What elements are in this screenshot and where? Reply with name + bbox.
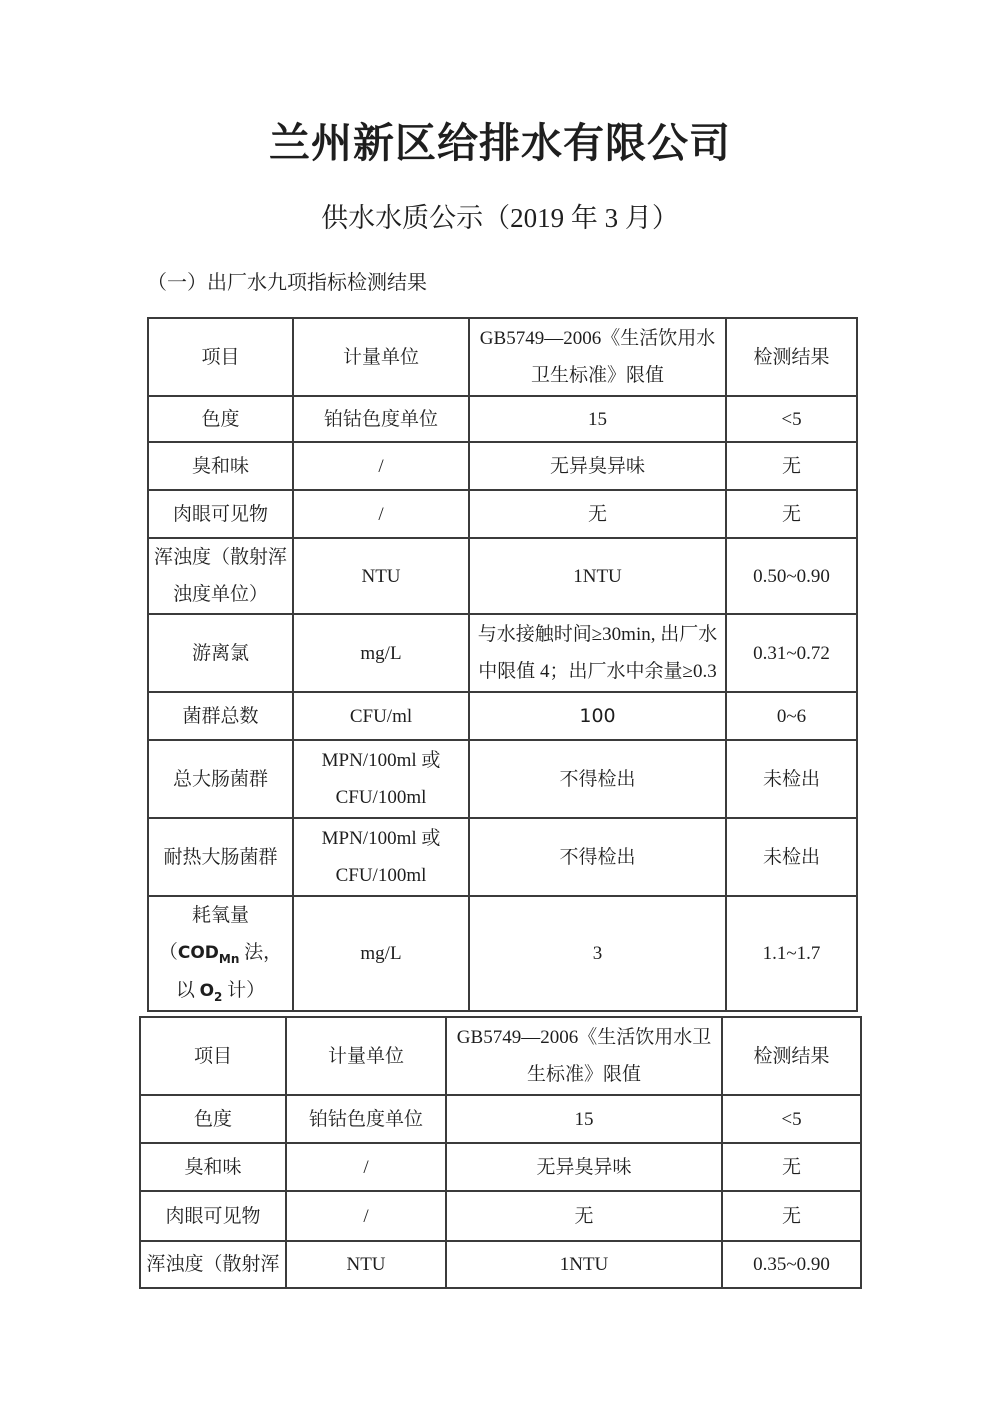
unit-cell: NTU <box>293 538 469 614</box>
report-subtitle: 供水水质公示（2019 年 3 月） <box>321 203 679 233</box>
table-row <box>148 692 857 740</box>
table-row <box>140 1095 861 1143</box>
standard-cell: 无 <box>469 490 726 538</box>
item-cell: 色度 <box>140 1095 286 1143</box>
unit-cell: MPN/100ml 或 CFU/100ml <box>293 818 469 896</box>
result-cell: 无 <box>722 1191 861 1241</box>
standard-cell: 1NTU <box>469 538 726 614</box>
unit-cell: / <box>286 1191 446 1241</box>
result-cell: 无 <box>726 490 857 538</box>
cod-label-o-sub: 2 <box>214 989 223 1004</box>
standard-cell: 无异臭异味 <box>446 1143 722 1191</box>
item-cell: 色度 <box>148 396 293 442</box>
standard-cell: 无 <box>446 1191 722 1241</box>
result-cell: 0~6 <box>726 692 857 740</box>
result-cell: 未检出 <box>726 818 857 896</box>
standard-cell: 15 <box>446 1095 722 1143</box>
item-cell: 肉眼可见物 <box>140 1191 286 1241</box>
col-header-item: 项目 <box>148 318 293 396</box>
standard-cell: 无异臭异味 <box>469 442 726 490</box>
col-header-standard: GB5749—2006《生活饮用水卫生标准》限值 <box>446 1017 722 1095</box>
item-cell: 肉眼可见物 <box>148 490 293 538</box>
col-header-result: 检测结果 <box>722 1017 861 1095</box>
standard-cell: 1NTU <box>446 1241 722 1288</box>
table-row <box>148 442 857 490</box>
item-cell: 臭和味 <box>148 442 293 490</box>
cod-label-pre: 耗氧量（ <box>158 905 249 963</box>
table-row <box>148 740 857 818</box>
table-row <box>140 1191 861 1241</box>
section1-heading: （一）出厂水九项指标检测结果 <box>147 272 427 294</box>
result-cell: 0.31~0.72 <box>726 614 857 692</box>
item-cell: 耐热大肠菌群 <box>148 818 293 896</box>
item-cell: 总大肠菌群 <box>148 740 293 818</box>
standard-cell: 不得检出 <box>469 818 726 896</box>
cod-label-cod: COD <box>177 943 219 963</box>
standard-cell: 100 <box>469 692 726 740</box>
result-cell: <5 <box>722 1095 861 1143</box>
result-cell: 0.50~0.90 <box>726 538 857 614</box>
unit-cell: mg/L <box>293 614 469 692</box>
item-cell: 菌群总数 <box>148 692 293 740</box>
item-cell: 浑浊度（散射浑 <box>140 1241 286 1288</box>
table-row <box>148 490 857 538</box>
table-row <box>140 1241 861 1288</box>
unit-cell: 铂钴色度单位 <box>293 396 469 442</box>
col-header-item: 项目 <box>140 1017 286 1095</box>
unit-cell: / <box>286 1143 446 1191</box>
unit-cell: / <box>293 490 469 538</box>
item-cell: 浑浊度（散射浑浊度单位） <box>148 538 293 614</box>
table-row <box>140 1143 861 1191</box>
table-row <box>148 896 857 1011</box>
result-cell: 1.1~1.7 <box>726 896 857 1011</box>
cod-label-cod-sub: Mn <box>218 951 240 966</box>
cod-item-cell <box>148 896 293 1011</box>
result-cell: 0.35~0.90 <box>722 1241 861 1288</box>
unit-cell: mg/L <box>293 896 469 1011</box>
standard-cell: 15 <box>469 396 726 442</box>
col-header-unit: 计量单位 <box>286 1017 446 1095</box>
result-cell: 无 <box>722 1143 861 1191</box>
cod-label-mid: 法，以 <box>175 942 283 1001</box>
item-cell: 臭和味 <box>140 1143 286 1191</box>
table-header-row <box>140 1017 861 1095</box>
col-header-unit: 计量单位 <box>293 318 469 396</box>
col-header-standard: GB5749—2006《生活饮用水卫生标准》限值 <box>469 318 726 396</box>
table-row <box>148 396 857 442</box>
unit-cell: CFU/ml <box>293 692 469 740</box>
unit-cell: / <box>293 442 469 490</box>
item-cell: 游离氯 <box>148 614 293 692</box>
standard-cell: 与水接触时间≥30min, 出厂水中限值 4；出厂水中余量≥0.3 <box>469 614 726 692</box>
cod-label-post: 计） <box>222 980 266 1001</box>
factory-water-indicators-table <box>147 317 858 1012</box>
result-cell: <5 <box>726 396 857 442</box>
company-title: 兰州新区给排水有限公司 <box>269 120 731 166</box>
col-header-result: 检测结果 <box>726 318 857 396</box>
standard-cell: 不得检出 <box>469 740 726 818</box>
table-row <box>148 538 857 614</box>
cod-label-o: O <box>199 981 215 1001</box>
standard-cell: 3 <box>469 896 726 1011</box>
unit-cell: 铂钴色度单位 <box>286 1095 446 1143</box>
second-water-indicators-table <box>139 1016 862 1289</box>
table-header-row <box>148 318 857 396</box>
table-row <box>148 614 857 692</box>
result-cell: 无 <box>726 442 857 490</box>
table-row <box>148 818 857 896</box>
result-cell: 未检出 <box>726 740 857 818</box>
unit-cell: NTU <box>286 1241 446 1288</box>
unit-cell: MPN/100ml 或 CFU/100ml <box>293 740 469 818</box>
